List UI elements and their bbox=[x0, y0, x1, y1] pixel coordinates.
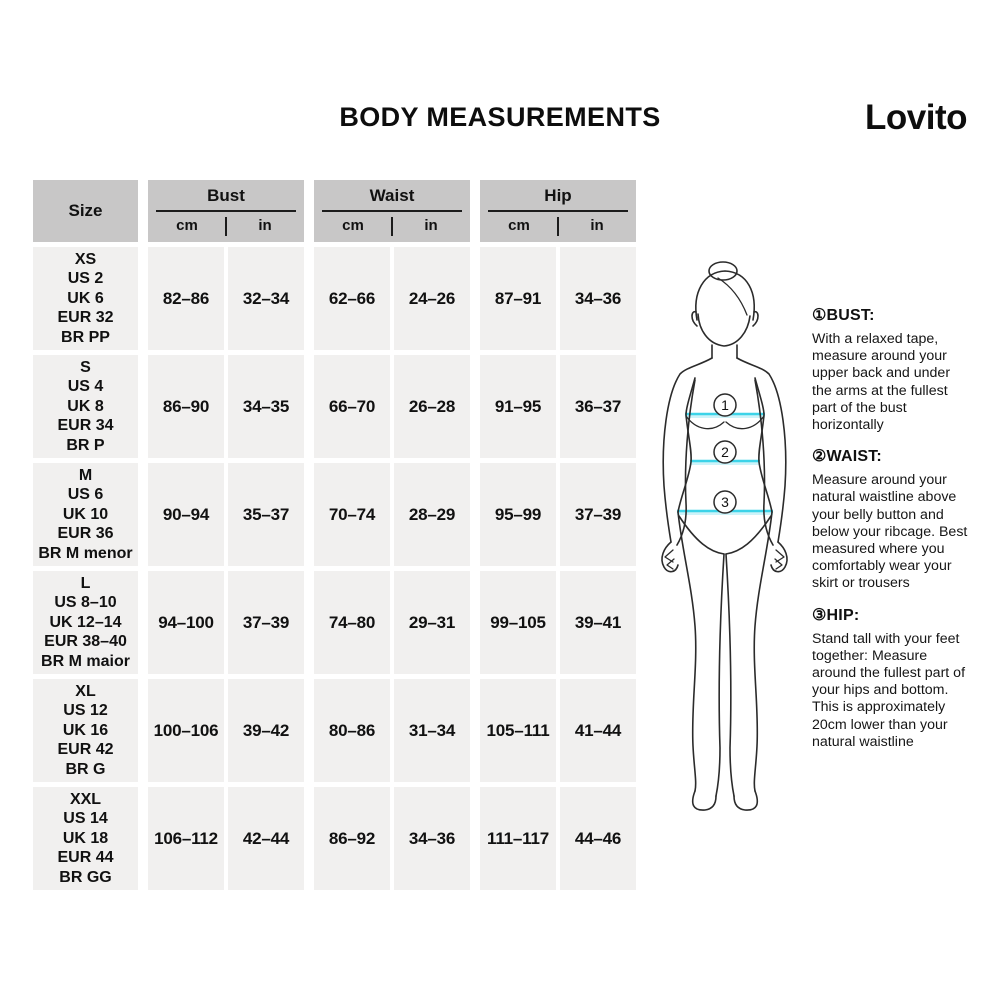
brand-logo: Lovito bbox=[865, 98, 967, 137]
waist-cm-cell: 80–86 bbox=[314, 679, 390, 782]
bust-cm-cell: 100–106 bbox=[148, 679, 224, 782]
table-row bbox=[33, 247, 636, 350]
hip-group-label: Hip bbox=[544, 186, 572, 205]
waist-column-group-header bbox=[314, 180, 470, 242]
table-row bbox=[33, 787, 636, 890]
size-line: US 6 bbox=[67, 486, 104, 504]
bust-in-cell: 34–35 bbox=[228, 355, 304, 458]
waist-units-row bbox=[314, 212, 470, 234]
size-line: EUR 38–40 bbox=[44, 633, 127, 651]
size-line: UK 6 bbox=[67, 289, 104, 307]
measuring-guide bbox=[812, 305, 972, 763]
guide-hip-heading: ③HIP: bbox=[812, 606, 860, 624]
size-column-header: Size bbox=[33, 180, 138, 242]
size-cell bbox=[33, 787, 138, 890]
left-outer-leg bbox=[678, 512, 696, 791]
waist-in-cell: 31–34 bbox=[394, 679, 470, 782]
size-cell bbox=[33, 463, 138, 566]
left-hand-fingers bbox=[665, 550, 674, 569]
size-line: BR GG bbox=[59, 868, 112, 886]
size-line: BR P bbox=[66, 436, 105, 454]
hip-in-cell: 36–37 bbox=[560, 355, 636, 458]
waist-cm-cell: 62–66 bbox=[314, 247, 390, 350]
size-line: US 4 bbox=[67, 378, 104, 396]
bust-marker-number: 1 bbox=[721, 397, 729, 413]
waist-cm-cell: 86–92 bbox=[314, 787, 390, 890]
table-body bbox=[33, 247, 636, 890]
jaw-chin bbox=[698, 314, 750, 346]
waist-cm-cell: 66–70 bbox=[314, 355, 390, 458]
size-line: S bbox=[80, 358, 91, 376]
page-title: BODY MEASUREMENTS bbox=[339, 102, 661, 132]
waist-group-label: Waist bbox=[369, 186, 415, 205]
hip-cm-unit-label: cm bbox=[508, 217, 530, 234]
hip-in-cell: 41–44 bbox=[560, 679, 636, 782]
bust-cm-cell: 90–94 bbox=[148, 463, 224, 566]
guide-section-waist bbox=[812, 446, 972, 592]
bust-in-cell: 42–44 bbox=[228, 787, 304, 890]
table-row bbox=[33, 679, 636, 782]
waist-in-cell: 28–29 bbox=[394, 463, 470, 566]
woman-outline-illustration bbox=[640, 258, 812, 818]
hip-marker-number: 3 bbox=[721, 494, 729, 510]
waist-cm-cell: 70–74 bbox=[314, 463, 390, 566]
bust-in-cell: 35–37 bbox=[228, 463, 304, 566]
hip-column-group-header bbox=[480, 180, 636, 242]
bust-cm-cell: 94–100 bbox=[148, 571, 224, 674]
right-outer-leg bbox=[754, 512, 772, 791]
hip-cm-cell: 99–105 bbox=[480, 571, 556, 674]
waist-in-cell: 26–28 bbox=[394, 355, 470, 458]
size-line: UK 16 bbox=[62, 721, 109, 739]
bust-group-label: Bust bbox=[207, 186, 245, 205]
size-line: EUR 42 bbox=[57, 741, 114, 759]
size-line: US 12 bbox=[63, 702, 108, 720]
unit-divider bbox=[391, 217, 393, 236]
hip-in-cell: 39–41 bbox=[560, 571, 636, 674]
guide-waist-heading: ②WAIST: bbox=[812, 448, 882, 466]
measurement-markers bbox=[714, 394, 736, 513]
waist-cm-cell: 74–80 bbox=[314, 571, 390, 674]
size-cell bbox=[33, 355, 138, 458]
table-row bbox=[33, 355, 636, 458]
size-line: XL bbox=[75, 682, 96, 700]
guide-waist-body: Measure around your natural waistline above your belly button and below your ribcage. Best measured where you comfortably wear your skirt or trousers bbox=[812, 472, 968, 592]
size-line: L bbox=[80, 574, 91, 592]
bust-in-cell: 32–34 bbox=[228, 247, 304, 350]
size-line: EUR 34 bbox=[57, 417, 114, 435]
table-header-row bbox=[33, 180, 636, 242]
size-cell bbox=[33, 571, 138, 674]
waist-in-cell: 29–31 bbox=[394, 571, 470, 674]
guide-section-hip bbox=[812, 605, 972, 751]
size-line: UK 12–14 bbox=[49, 613, 122, 631]
table-row bbox=[33, 463, 636, 566]
bust-cm-cell: 82–86 bbox=[148, 247, 224, 350]
guide-bust-body: With a relaxed tape, measure around your upper back and under the arms at the fullest part of the bust horizontally bbox=[812, 331, 951, 434]
bust-in-cell: 37–39 bbox=[228, 571, 304, 674]
waist-in-cell: 34–36 bbox=[394, 787, 470, 890]
size-line: UK 10 bbox=[62, 505, 109, 523]
left-foot bbox=[693, 791, 716, 810]
size-line: BR M maior bbox=[41, 652, 130, 670]
measurements-table bbox=[33, 180, 636, 890]
size-cell bbox=[33, 247, 138, 350]
hip-cm-cell: 105–111 bbox=[480, 679, 556, 782]
size-line: EUR 36 bbox=[57, 525, 114, 543]
size-line: BR G bbox=[65, 760, 106, 778]
right-inner-leg bbox=[726, 554, 734, 796]
body-measurement-figure bbox=[640, 258, 812, 818]
guide-bust-heading: ①BUST: bbox=[812, 307, 875, 324]
waist-marker-number: 2 bbox=[721, 444, 729, 460]
unit-divider bbox=[557, 217, 559, 236]
hip-units-row bbox=[480, 212, 636, 234]
bust-column-group-header bbox=[148, 180, 304, 242]
guide-hip-body: Stand tall with your feet together: Measure around the fullest part of your hips and bottom. This is approximately 20cm lower than your natural waistline bbox=[812, 630, 966, 750]
hip-cm-cell: 111–117 bbox=[480, 787, 556, 890]
left-inner-leg bbox=[716, 554, 724, 796]
unit-divider bbox=[225, 217, 227, 236]
bust-cm-unit-label: cm bbox=[176, 217, 198, 234]
right-foot bbox=[734, 791, 757, 810]
size-line: EUR 44 bbox=[57, 849, 114, 867]
size-line: BR PP bbox=[61, 328, 110, 346]
bust-units-row bbox=[148, 212, 304, 234]
bust-cm-cell: 106–112 bbox=[148, 787, 224, 890]
size-line: M bbox=[78, 466, 93, 484]
size-cell bbox=[33, 679, 138, 782]
size-line: US 2 bbox=[67, 270, 104, 288]
size-line: UK 8 bbox=[67, 397, 104, 415]
size-line: BR M menor bbox=[38, 544, 133, 562]
guide-section-bust bbox=[812, 305, 972, 434]
hip-cm-cell: 95–99 bbox=[480, 463, 556, 566]
hip-cm-cell: 87–91 bbox=[480, 247, 556, 350]
hip-in-cell: 34–36 bbox=[560, 247, 636, 350]
bust-in-cell: 39–42 bbox=[228, 679, 304, 782]
size-line: US 14 bbox=[63, 810, 108, 828]
right-hand-fingers bbox=[775, 550, 784, 569]
hip-in-unit-label: in bbox=[590, 217, 604, 234]
bust-in-unit-label: in bbox=[258, 217, 272, 234]
size-line: US 8–10 bbox=[54, 594, 117, 612]
body-outline bbox=[662, 262, 787, 810]
waist-cm-unit-label: cm bbox=[342, 217, 364, 234]
hip-cm-cell: 91–95 bbox=[480, 355, 556, 458]
hip-in-cell: 44–46 bbox=[560, 787, 636, 890]
table-row bbox=[33, 571, 636, 674]
waist-in-cell: 24–26 bbox=[394, 247, 470, 350]
bust-cm-cell: 86–90 bbox=[148, 355, 224, 458]
size-line: XXL bbox=[69, 790, 102, 808]
size-line: XS bbox=[74, 250, 97, 268]
waist-in-unit-label: in bbox=[424, 217, 438, 234]
size-line: EUR 32 bbox=[57, 309, 114, 327]
hip-in-cell: 37–39 bbox=[560, 463, 636, 566]
hair-sweep bbox=[718, 278, 747, 315]
size-line: UK 18 bbox=[62, 829, 109, 847]
